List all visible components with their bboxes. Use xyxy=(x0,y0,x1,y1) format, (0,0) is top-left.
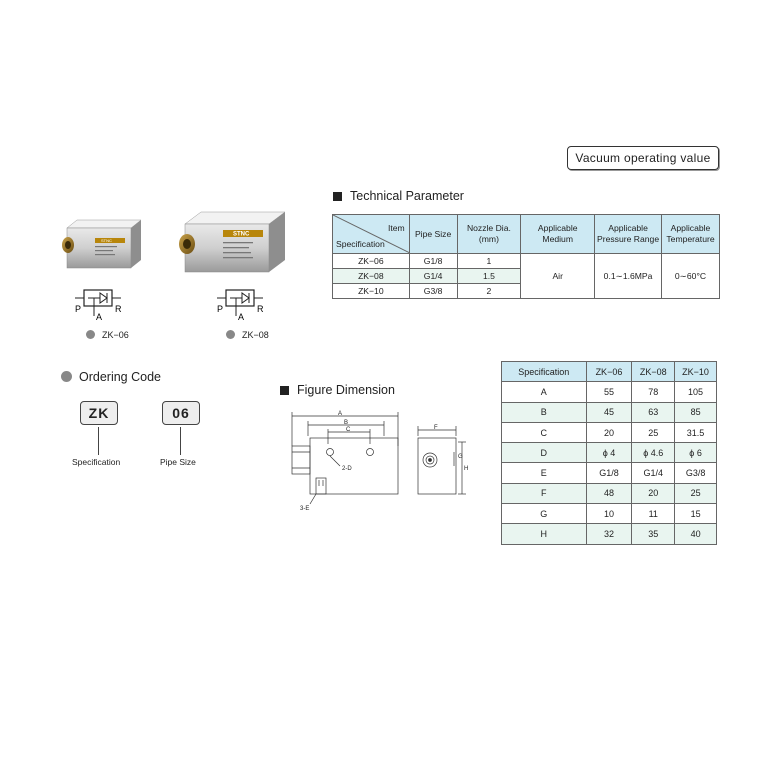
item-header: Item xyxy=(387,223,405,233)
medium-header-l2: Medium xyxy=(542,234,573,244)
pipe-cell: G1/8 xyxy=(409,254,457,269)
technical-parameter-table xyxy=(332,214,720,299)
dim-cell: G1/4 xyxy=(632,463,675,483)
product-label-text: ZK−08 xyxy=(242,330,269,340)
dim-cell: G1/8 xyxy=(586,463,632,483)
specification-header: Specification xyxy=(336,239,385,249)
temperature-cell: 0∼60°C xyxy=(662,254,720,299)
bullet-dot-icon xyxy=(86,330,95,339)
dim-label-d: 2-D xyxy=(342,466,352,472)
spec-cell: ZK−10 xyxy=(333,284,410,299)
medium-header xyxy=(521,215,595,254)
port-p-label: P xyxy=(217,304,224,314)
dim-cell: D xyxy=(502,443,587,463)
product-photos xyxy=(55,200,285,280)
dim-cell: 20 xyxy=(632,483,675,503)
dim-cell: 35 xyxy=(632,524,675,544)
zk06-photo xyxy=(62,220,141,268)
table-row xyxy=(502,382,717,402)
dim-label-a: A xyxy=(338,411,343,417)
ordering-code-title xyxy=(61,370,161,384)
dim-cell: G xyxy=(502,504,587,524)
dim-cell: 48 xyxy=(586,483,632,503)
zk08-photo xyxy=(179,212,285,272)
dim-cell: 63 xyxy=(632,402,675,422)
dim-cell: 31.5 xyxy=(675,422,717,442)
port-p-label: P xyxy=(75,304,82,314)
dim-cell: ϕ 6 xyxy=(675,443,717,463)
pipe-cell: G1/4 xyxy=(409,269,457,284)
pipe-size-label: Pipe Size xyxy=(160,457,196,467)
dimension-table xyxy=(501,361,717,545)
dim-label-b: B xyxy=(344,420,349,426)
table-row xyxy=(502,483,717,503)
medium-header-l1: Applicable xyxy=(537,223,578,233)
temp-header-l2: Temperature xyxy=(666,234,715,244)
ordering-code-title-text: Ordering Code xyxy=(79,370,161,384)
dim-cell: 25 xyxy=(675,483,717,503)
table-row xyxy=(502,524,717,544)
dim-cell: 105 xyxy=(675,382,717,402)
pipe-cell: G3/8 xyxy=(409,284,457,299)
vacuum-operating-badge: Vacuum operating value xyxy=(567,146,719,170)
square-bullet-icon xyxy=(333,192,342,201)
logo-text: STNC xyxy=(233,231,250,238)
spec-cell: ZK−08 xyxy=(333,269,410,284)
dim-label-c: C xyxy=(346,427,351,433)
temperature-header xyxy=(662,215,720,254)
pressure-header xyxy=(595,215,662,254)
table-row xyxy=(502,402,717,422)
technical-parameter-title xyxy=(333,189,464,203)
nozzle-header-l1: Nozzle Dia. xyxy=(466,223,511,233)
nozzle-cell: 1.5 xyxy=(457,269,521,284)
product-label-zk08 xyxy=(226,330,269,340)
code-box-zk: ZK xyxy=(80,401,118,425)
dim-cell: 32 xyxy=(586,524,632,544)
dim-cell: 85 xyxy=(675,402,717,422)
nozzle-cell: 1 xyxy=(457,254,521,269)
dim-label-f: F xyxy=(434,425,438,431)
dim-header-zk10: ZK−10 xyxy=(675,362,717,382)
nozzle-header-l2: (mm) xyxy=(478,234,499,244)
nozzle-dia-header xyxy=(457,215,521,254)
pressure-cell: 0.1∼1.6MPa xyxy=(595,254,662,299)
table-row xyxy=(502,422,717,442)
product-label-text: ZK−06 xyxy=(102,330,129,340)
connector-line xyxy=(98,427,99,455)
dim-header-zk06: ZK−06 xyxy=(586,362,632,382)
table-row xyxy=(502,504,717,524)
dim-cell: 15 xyxy=(675,504,717,524)
pipe-size-header: Pipe Size xyxy=(409,215,457,254)
product-label-zk06 xyxy=(86,330,129,340)
dim-cell: A xyxy=(502,382,587,402)
vacuum-symbol-icon xyxy=(72,286,132,322)
dim-cell: F xyxy=(502,483,587,503)
vacuum-symbol-icon xyxy=(214,286,274,322)
table-row xyxy=(333,254,720,269)
pressure-header-l1: Applicable xyxy=(608,223,648,233)
specification-label: Specification xyxy=(72,457,121,467)
port-a-label: A xyxy=(238,312,245,322)
pressure-header-l2: Pressure Range xyxy=(597,234,660,244)
dim-cell: G3/8 xyxy=(675,463,717,483)
figure-dimension-drawing xyxy=(280,408,480,520)
medium-cell: Air xyxy=(521,254,595,299)
dim-cell: 10 xyxy=(586,504,632,524)
dim-cell: 78 xyxy=(632,382,675,402)
dim-cell: H xyxy=(502,524,587,544)
dim-label-h: H xyxy=(464,466,469,472)
connector-line xyxy=(180,427,181,455)
code-box-06: 06 xyxy=(162,401,200,425)
dim-cell: E xyxy=(502,463,587,483)
dim-cell: 40 xyxy=(675,524,717,544)
figure-dimension-title-text: Figure Dimension xyxy=(297,383,395,397)
dim-header-zk08: ZK−08 xyxy=(632,362,675,382)
bullet-dot-icon xyxy=(61,371,72,382)
dim-header-specification: Specification xyxy=(502,362,587,382)
dim-cell: ϕ 4.6 xyxy=(632,443,675,463)
port-a-label: A xyxy=(96,312,103,322)
dim-cell: B xyxy=(502,402,587,422)
temp-header-l1: Applicable xyxy=(670,223,711,233)
port-r-label: R xyxy=(115,304,122,314)
dim-label-e: 3-E xyxy=(300,506,310,512)
dim-cell: C xyxy=(502,422,587,442)
table-row xyxy=(502,443,717,463)
table-row xyxy=(502,463,717,483)
dim-cell: 20 xyxy=(586,422,632,442)
technical-parameter-title-text: Technical Parameter xyxy=(350,189,464,203)
logo-text: STNC xyxy=(101,238,112,243)
dim-cell: 25 xyxy=(632,422,675,442)
spec-cell: ZK−06 xyxy=(333,254,410,269)
item-spec-header-cell xyxy=(333,215,410,254)
dim-cell: 11 xyxy=(632,504,675,524)
dim-cell: ϕ 4 xyxy=(586,443,632,463)
port-r-label: R xyxy=(257,304,264,314)
dim-label-g: G xyxy=(458,454,463,460)
bullet-dot-icon xyxy=(226,330,235,339)
nozzle-cell: 2 xyxy=(457,284,521,299)
dim-cell: 45 xyxy=(586,402,632,422)
figure-dimension-title xyxy=(280,383,395,397)
square-bullet-icon xyxy=(280,386,289,395)
dim-cell: 55 xyxy=(586,382,632,402)
